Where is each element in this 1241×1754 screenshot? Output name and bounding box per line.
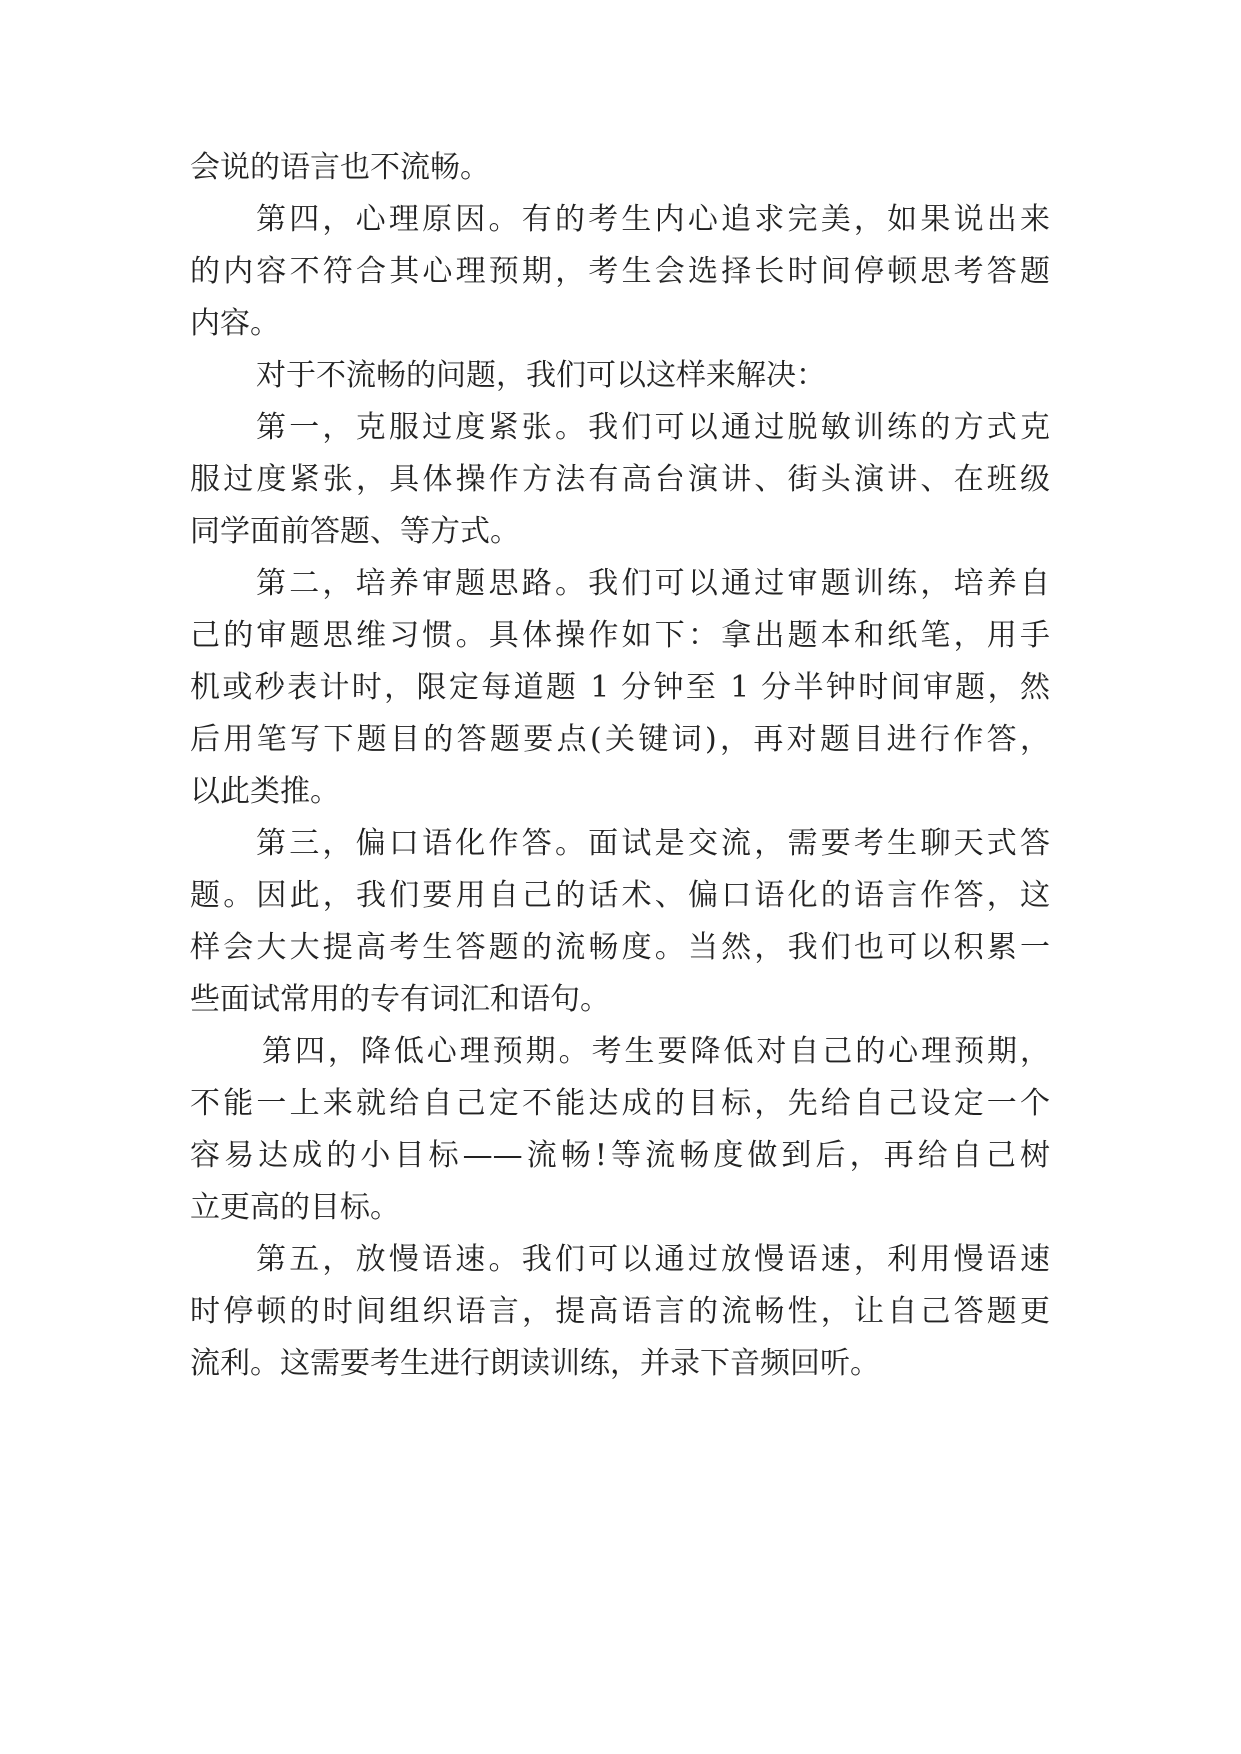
paragraph-first-line: 对于不流畅的问题，我们可以这样来解决： [256,358,826,393]
text-line: 服过度紧张，具体操作方法有高台演讲、街头演讲、在班级 [190,462,1050,497]
text-line: 容易达成的小目标——流畅!等流畅度做到后，再给自己树 [190,1138,1050,1173]
text-line: 题。因此，我们要用自己的话术、偏口语化的语言作答，这 [190,878,1050,913]
text-line: 立更高的目标。 [190,1190,400,1225]
paragraph-first-line: 第二，培养审题思路。我们可以通过审题训练，培养自 [256,566,1050,601]
paragraph-first-line: 第三，偏口语化作答。面试是交流，需要考生聊天式答 [256,826,1050,861]
text-line: 样会大大提高考生答题的流畅度。当然，我们也可以积累一 [190,930,1050,965]
paragraph-first-line: 第五，放慢语速。我们可以通过放慢语速，利用慢语速 [256,1242,1050,1277]
text-line: 不能一上来就给自己定不能达成的目标，先给自己设定一个 [190,1086,1050,1121]
paragraph-first-line: 第四，降低心理预期。考生要降低对自己的心理预期， [262,1034,1050,1069]
paragraph-first-line: 第四，心理原因。有的考生内心追求完美，如果说出来 [256,202,1050,237]
text-line: 些面试常用的专有词汇和语句。 [190,982,610,1017]
paragraph-first-line: 第一，克服过度紧张。我们可以通过脱敏训练的方式克 [256,410,1050,445]
text-line: 机或秒表计时，限定每道题 1 分钟至 1 分半钟时间审题，然 [190,670,1050,705]
text-line: 同学面前答题、等方式。 [190,514,520,549]
text-line: 己的审题思维习惯。具体操作如下：拿出题本和纸笔，用手 [190,618,1050,653]
text-line: 以此类推。 [190,774,340,809]
text-line: 流利。这需要考生进行朗读训练，并录下音频回听。 [190,1346,880,1381]
text-line: 后用笔写下题目的答题要点(关键词)，再对题目进行作答， [190,722,1050,757]
text-line: 内容。 [190,306,280,341]
text-line: 会说的语言也不流畅。 [190,150,490,185]
text-line: 时停顿的时间组织语言，提高语言的流畅性，让自己答题更 [190,1294,1050,1329]
text-line: 的内容不符合其心理预期，考生会选择长时间停顿思考答题 [190,254,1050,289]
